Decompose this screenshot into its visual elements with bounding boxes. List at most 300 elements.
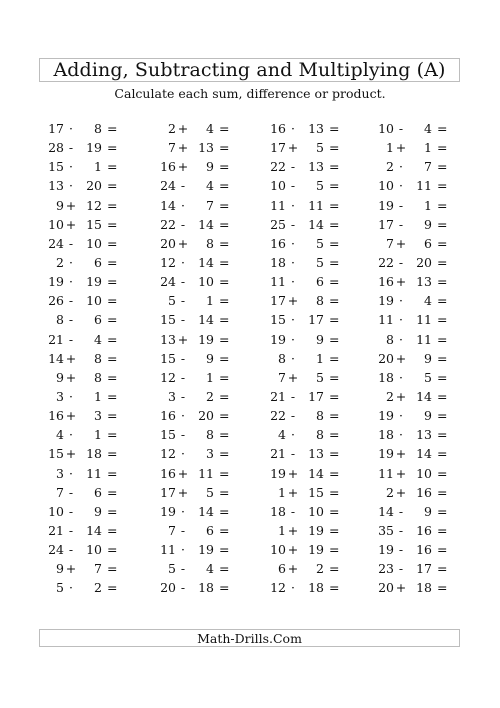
equals-sign: = — [219, 293, 230, 309]
operator: + — [177, 140, 189, 156]
equals-sign: = — [107, 522, 118, 538]
equals-sign: = — [107, 350, 118, 366]
equals-sign: = — [219, 178, 230, 194]
operator: + — [287, 484, 299, 500]
operand-a: 10 — [48, 216, 64, 232]
operand-a: 10 — [378, 178, 394, 194]
operand-a: 1 — [386, 140, 394, 156]
operator: · — [181, 446, 185, 462]
equals-sign: = — [437, 274, 448, 290]
operand-b: 20 — [198, 408, 214, 424]
operand-b: 10 — [198, 274, 214, 290]
operand-b: 20 — [416, 254, 432, 270]
operand-a: 4 — [278, 427, 286, 443]
problem-row — [0, 559, 500, 578]
operand-a: 2 — [56, 254, 64, 270]
operator: - — [180, 522, 186, 538]
operand-b: 8 — [206, 235, 214, 251]
operand-b: 11 — [198, 465, 214, 481]
problem-row — [0, 215, 500, 234]
operand-b: 16 — [416, 484, 432, 500]
operand-b: 14 — [86, 522, 102, 538]
operand-a: 18 — [378, 427, 394, 443]
operand-b: 19 — [86, 274, 102, 290]
operator: · — [291, 197, 295, 213]
operator: + — [65, 197, 77, 213]
operator: - — [398, 542, 404, 558]
operand-a: 8 — [278, 350, 286, 366]
equals-sign: = — [437, 542, 448, 558]
operator: + — [177, 159, 189, 175]
operator: - — [290, 388, 296, 404]
operand-a: 18 — [378, 369, 394, 385]
operand-b: 8 — [316, 427, 324, 443]
operand-a: 2 — [386, 484, 394, 500]
problem-row — [0, 387, 500, 406]
operand-b: 11 — [416, 331, 432, 347]
operand-a: 12 — [160, 446, 176, 462]
operator: · — [69, 465, 73, 481]
operand-b: 8 — [94, 350, 102, 366]
operator: + — [395, 580, 407, 596]
equals-sign: = — [329, 293, 340, 309]
equals-sign: = — [107, 197, 118, 213]
operand-b: 9 — [206, 350, 214, 366]
operand-a: 5 — [56, 580, 64, 596]
operand-b: 19 — [198, 331, 214, 347]
operand-a: 11 — [378, 312, 394, 328]
operand-b: 18 — [198, 580, 214, 596]
operand-b: 14 — [308, 465, 324, 481]
operator: · — [69, 427, 73, 443]
operand-b: 17 — [308, 312, 324, 328]
operand-b: 5 — [316, 235, 324, 251]
operator: · — [399, 293, 403, 309]
footer — [39, 629, 460, 647]
operand-b: 7 — [94, 561, 102, 577]
operand-a: 18 — [270, 503, 286, 519]
equals-sign: = — [437, 331, 448, 347]
operator: - — [68, 542, 74, 558]
operand-b: 10 — [86, 542, 102, 558]
operand-a: 13 — [160, 331, 176, 347]
operator: - — [290, 178, 296, 194]
equals-sign: = — [329, 235, 340, 251]
operand-b: 1 — [94, 427, 102, 443]
operator: - — [290, 159, 296, 175]
operand-a: 16 — [378, 274, 394, 290]
problem-row — [0, 540, 500, 559]
operand-a: 19 — [48, 274, 64, 290]
operand-a: 23 — [378, 561, 394, 577]
operand-a: 12 — [160, 254, 176, 270]
problem-row — [0, 234, 500, 253]
operand-a: 21 — [270, 388, 286, 404]
equals-sign: = — [107, 388, 118, 404]
operator: + — [395, 446, 407, 462]
equals-sign: = — [437, 140, 448, 156]
equals-sign: = — [219, 159, 230, 175]
operand-b: 9 — [316, 331, 324, 347]
operator: - — [68, 331, 74, 347]
equals-sign: = — [329, 197, 340, 213]
operand-a: 20 — [378, 580, 394, 596]
equals-sign: = — [437, 216, 448, 232]
operand-a: 2 — [386, 388, 394, 404]
operand-a: 13 — [48, 178, 64, 194]
operator: - — [68, 312, 74, 328]
operand-b: 14 — [198, 216, 214, 232]
operator: · — [181, 503, 185, 519]
operator: - — [68, 522, 74, 538]
worksheet-title — [39, 58, 460, 82]
problem-row — [0, 444, 500, 463]
operand-a: 19 — [378, 293, 394, 309]
operator: · — [291, 274, 295, 290]
operand-a: 24 — [160, 178, 176, 194]
operand-a: 24 — [48, 542, 64, 558]
operand-a: 19 — [270, 465, 286, 481]
operand-a: 15 — [160, 312, 176, 328]
equals-sign: = — [107, 121, 118, 136]
operand-b: 19 — [308, 522, 324, 538]
operand-b: 5 — [316, 178, 324, 194]
operand-a: 16 — [160, 465, 176, 481]
operand-a: 17 — [48, 121, 64, 136]
operand-a: 2 — [168, 121, 176, 136]
problem-row — [0, 119, 500, 138]
equals-sign: = — [329, 369, 340, 385]
equals-sign: = — [437, 350, 448, 366]
operand-b: 4 — [424, 121, 432, 136]
instructions: Calculate each sum, difference or product. — [114, 86, 386, 101]
operand-b: 6 — [94, 254, 102, 270]
equals-sign: = — [107, 369, 118, 385]
operator: + — [395, 465, 407, 481]
operator: · — [291, 580, 295, 596]
operand-b: 6 — [316, 274, 324, 290]
operand-b: 1 — [94, 388, 102, 404]
operand-b: 11 — [86, 465, 102, 481]
operand-a: 15 — [270, 312, 286, 328]
operand-b: 14 — [416, 388, 432, 404]
operand-b: 10 — [86, 293, 102, 309]
operand-b: 14 — [198, 254, 214, 270]
problem-row — [0, 502, 500, 521]
operand-b: 1 — [206, 293, 214, 309]
equals-sign: = — [437, 561, 448, 577]
operand-a: 19 — [378, 408, 394, 424]
operand-a: 10 — [270, 178, 286, 194]
equals-sign: = — [219, 503, 230, 519]
operand-b: 13 — [308, 121, 324, 136]
equals-sign: = — [219, 197, 230, 213]
equals-sign: = — [107, 293, 118, 309]
equals-sign: = — [107, 427, 118, 443]
operand-b: 14 — [198, 312, 214, 328]
equals-sign: = — [219, 254, 230, 270]
equals-sign: = — [437, 369, 448, 385]
operator: - — [398, 254, 404, 270]
problem-row — [0, 176, 500, 195]
operator: - — [180, 388, 186, 404]
operand-a: 22 — [160, 216, 176, 232]
equals-sign: = — [219, 427, 230, 443]
title-text: Adding, Subtracting and Multiplying (A) — [53, 59, 446, 81]
operator: - — [68, 503, 74, 519]
operand-b: 1 — [206, 369, 214, 385]
operator: + — [177, 465, 189, 481]
operator: + — [395, 140, 407, 156]
operand-b: 13 — [416, 427, 432, 443]
operator: · — [291, 331, 295, 347]
operator: + — [287, 369, 299, 385]
operator: + — [287, 542, 299, 558]
operand-b: 19 — [86, 140, 102, 156]
operand-a: 7 — [278, 369, 286, 385]
operand-b: 14 — [198, 503, 214, 519]
equals-sign: = — [107, 465, 118, 481]
operand-b: 18 — [308, 580, 324, 596]
equals-sign: = — [329, 178, 340, 194]
operand-b: 8 — [206, 427, 214, 443]
operator: · — [69, 254, 73, 270]
equals-sign: = — [219, 522, 230, 538]
operand-a: 17 — [378, 216, 394, 232]
operand-a: 22 — [378, 254, 394, 270]
operand-b: 5 — [316, 369, 324, 385]
operator: - — [290, 216, 296, 232]
operator: + — [287, 522, 299, 538]
equals-sign: = — [107, 216, 118, 232]
equals-sign: = — [329, 216, 340, 232]
operand-a: 5 — [168, 293, 176, 309]
operand-a: 16 — [270, 235, 286, 251]
equals-sign: = — [107, 446, 118, 462]
operator: + — [65, 446, 77, 462]
problem-row — [0, 425, 500, 444]
equals-sign: = — [107, 178, 118, 194]
equals-sign: = — [437, 484, 448, 500]
operand-b: 13 — [198, 140, 214, 156]
operand-b: 10 — [86, 235, 102, 251]
operator: - — [180, 369, 186, 385]
equals-sign: = — [219, 331, 230, 347]
equals-sign: = — [219, 216, 230, 232]
equals-sign: = — [329, 503, 340, 519]
operand-b: 9 — [94, 503, 102, 519]
operand-b: 13 — [308, 446, 324, 462]
operator: + — [177, 484, 189, 500]
operator: · — [69, 388, 73, 404]
operand-a: 19 — [378, 197, 394, 213]
equals-sign: = — [437, 388, 448, 404]
equals-sign: = — [437, 312, 448, 328]
operand-a: 16 — [48, 408, 64, 424]
operator: + — [287, 140, 299, 156]
operator: + — [65, 369, 77, 385]
operand-a: 6 — [278, 561, 286, 577]
operator: + — [65, 561, 77, 577]
operator: + — [177, 331, 189, 347]
equals-sign: = — [107, 561, 118, 577]
operand-a: 11 — [160, 542, 176, 558]
operand-b: 6 — [94, 484, 102, 500]
operator: · — [399, 369, 403, 385]
equals-sign: = — [437, 197, 448, 213]
operand-b: 10 — [308, 503, 324, 519]
operand-b: 2 — [94, 580, 102, 596]
operand-a: 1 — [278, 522, 286, 538]
operand-b: 5 — [316, 140, 324, 156]
operator: · — [399, 312, 403, 328]
operand-a: 14 — [160, 197, 176, 213]
equals-sign: = — [437, 446, 448, 462]
operand-b: 11 — [308, 197, 324, 213]
problem-row — [0, 138, 500, 157]
operand-b: 19 — [198, 542, 214, 558]
operand-b: 6 — [424, 235, 432, 251]
operand-b: 5 — [424, 369, 432, 385]
operator: - — [68, 293, 74, 309]
equals-sign: = — [107, 331, 118, 347]
equals-sign: = — [219, 312, 230, 328]
equals-sign: = — [107, 140, 118, 156]
equals-sign: = — [329, 312, 340, 328]
operator: · — [399, 178, 403, 194]
operator: - — [398, 197, 404, 213]
operand-b: 17 — [416, 561, 432, 577]
operator: + — [177, 235, 189, 251]
equals-sign: = — [219, 465, 230, 481]
operand-b: 14 — [416, 446, 432, 462]
equals-sign: = — [329, 159, 340, 175]
operand-a: 2 — [386, 159, 394, 175]
operator: - — [180, 580, 186, 596]
operand-b: 2 — [316, 561, 324, 577]
operand-a: 24 — [48, 235, 64, 251]
equals-sign: = — [329, 446, 340, 462]
operand-b: 8 — [94, 121, 102, 136]
operand-a: 22 — [270, 159, 286, 175]
operand-a: 3 — [56, 388, 64, 404]
operator: · — [291, 312, 295, 328]
operand-a: 19 — [378, 542, 394, 558]
operand-b: 4 — [206, 178, 214, 194]
operand-b: 9 — [424, 408, 432, 424]
operand-b: 6 — [206, 522, 214, 538]
operator: - — [68, 235, 74, 251]
equals-sign: = — [219, 388, 230, 404]
equals-sign: = — [107, 542, 118, 558]
problem-row — [0, 291, 500, 310]
operator: · — [291, 235, 295, 251]
operator: - — [68, 484, 74, 500]
operator: - — [398, 503, 404, 519]
equals-sign: = — [219, 542, 230, 558]
operator: - — [398, 216, 404, 232]
equals-sign: = — [107, 503, 118, 519]
operand-a: 10 — [270, 542, 286, 558]
operand-a: 18 — [270, 254, 286, 270]
operand-b: 9 — [424, 503, 432, 519]
operand-a: 21 — [48, 331, 64, 347]
operator: + — [395, 350, 407, 366]
operand-b: 20 — [86, 178, 102, 194]
operand-a: 9 — [56, 369, 64, 385]
equals-sign: = — [437, 254, 448, 270]
equals-sign: = — [329, 561, 340, 577]
operand-a: 1 — [278, 484, 286, 500]
operator: + — [65, 216, 77, 232]
operand-a: 22 — [270, 408, 286, 424]
operator: + — [287, 293, 299, 309]
operand-a: 9 — [56, 561, 64, 577]
operator: - — [398, 121, 404, 136]
equals-sign: = — [437, 427, 448, 443]
operand-b: 3 — [206, 446, 214, 462]
operand-a: 15 — [48, 446, 64, 462]
operand-b: 5 — [206, 484, 214, 500]
operand-b: 11 — [416, 312, 432, 328]
operator: · — [291, 350, 295, 366]
operand-a: 14 — [48, 350, 64, 366]
operand-a: 17 — [270, 140, 286, 156]
equals-sign: = — [329, 331, 340, 347]
equals-sign: = — [329, 427, 340, 443]
operand-b: 18 — [86, 446, 102, 462]
equals-sign: = — [437, 159, 448, 175]
problem-row — [0, 368, 500, 387]
equals-sign: = — [219, 369, 230, 385]
equals-sign: = — [437, 121, 448, 136]
operator: · — [399, 408, 403, 424]
operand-b: 16 — [416, 522, 432, 538]
operand-a: 15 — [160, 427, 176, 443]
equals-sign: = — [107, 159, 118, 175]
operator: + — [395, 388, 407, 404]
operand-a: 21 — [270, 446, 286, 462]
operand-a: 24 — [160, 274, 176, 290]
equals-sign: = — [329, 522, 340, 538]
operand-a: 11 — [270, 274, 286, 290]
equals-sign: = — [437, 580, 448, 596]
operator: - — [180, 274, 186, 290]
operand-a: 5 — [168, 561, 176, 577]
operator: - — [68, 140, 74, 156]
operator: · — [69, 178, 73, 194]
operand-a: 21 — [48, 522, 64, 538]
operator: · — [69, 121, 73, 136]
equals-sign: = — [329, 465, 340, 481]
operator: + — [287, 561, 299, 577]
operand-b: 8 — [316, 408, 324, 424]
equals-sign: = — [437, 503, 448, 519]
operand-a: 17 — [270, 293, 286, 309]
operand-a: 35 — [378, 522, 394, 538]
operator: · — [291, 121, 295, 136]
operand-a: 17 — [160, 484, 176, 500]
operator: - — [180, 350, 186, 366]
operand-b: 19 — [308, 542, 324, 558]
operand-a: 8 — [56, 312, 64, 328]
operator: · — [181, 254, 185, 270]
operand-a: 9 — [56, 197, 64, 213]
operand-a: 16 — [270, 121, 286, 136]
operand-a: 20 — [160, 235, 176, 251]
operator: - — [180, 427, 186, 443]
operand-b: 8 — [94, 369, 102, 385]
